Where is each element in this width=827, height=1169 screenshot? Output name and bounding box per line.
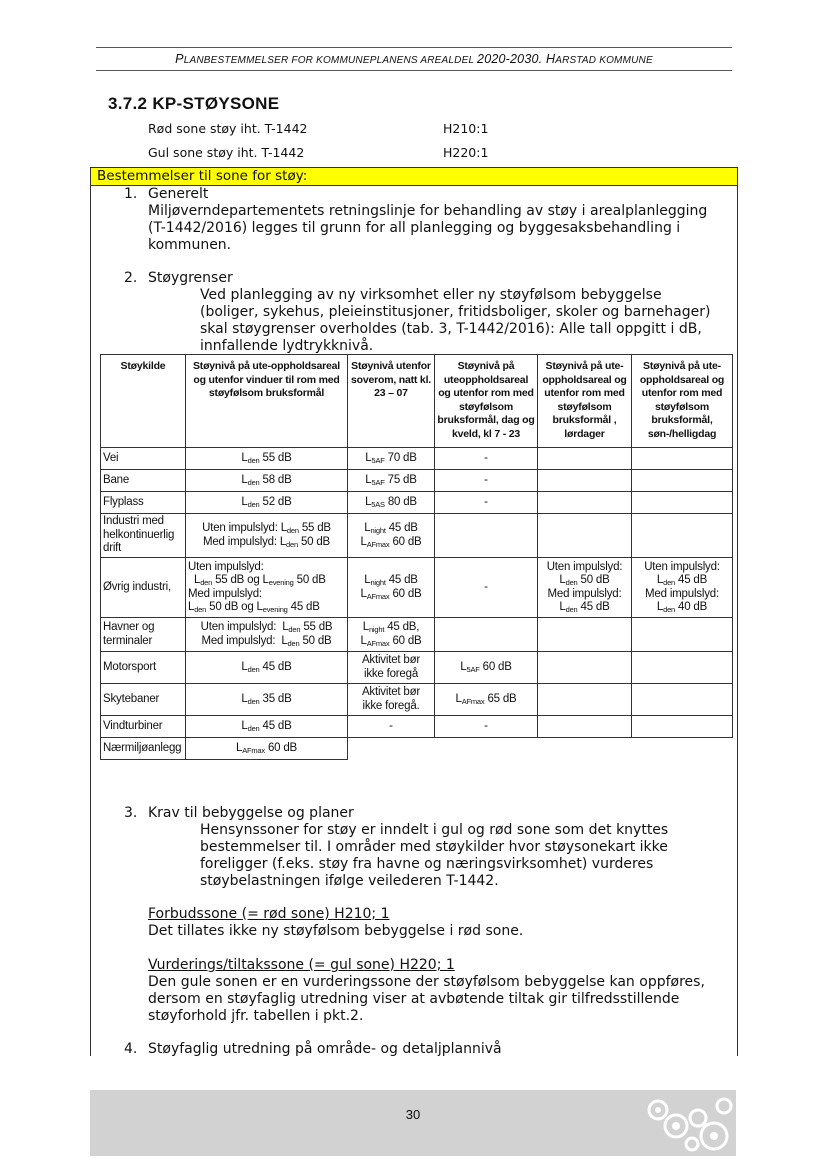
yellow-zone-heading: Vurderings/tiltakssone (= gul sone) H220; 1 [148, 957, 455, 973]
table-cell [538, 618, 632, 652]
table-cell: $L_{night}$ 45 dB $L_{AFmax}$ 60 dB [348, 558, 435, 618]
table-cell-source: Havner og terminaler [101, 618, 186, 652]
table-row [101, 618, 733, 652]
table-cell-source: Øvrig industri, [101, 558, 186, 618]
table-header-row [101, 355, 733, 448]
regulations-box-title: Bestemmelser til sone for støy: [97, 168, 308, 184]
table-cell: Aktivitet bør ikke foregå. [348, 684, 435, 716]
gear-logo-icon [636, 1090, 736, 1156]
table-cell: $L_{AFmax}$ 60 dB [186, 738, 348, 760]
document-header-title [96, 52, 732, 66]
red-zone-text: Det tillates ikke ny støyfølsom bebyggelse i rød sone. [148, 923, 524, 939]
table-cell: $L_{den}$ 35 dB [186, 684, 348, 716]
table-cell: $L_{den}$ 52 dB [186, 492, 348, 514]
table-cell: $L_{5AF}$ 60 dB [435, 652, 538, 684]
table-cell [632, 514, 733, 558]
table-cell [632, 716, 733, 738]
table-cell: - [435, 558, 538, 618]
table-cell: $L_{AFmax}$ 65 dB [435, 684, 538, 716]
item-1-number: 1. [124, 186, 138, 202]
table-cell: $L_{night}$ 45 dB $L_{AFmax}$ 60 dB [348, 514, 435, 558]
header-top-rule [96, 47, 732, 48]
table-cell [632, 684, 733, 716]
table-cell [538, 514, 632, 558]
table-row [101, 738, 733, 760]
table-row [101, 514, 733, 558]
header-bottom-rule [96, 70, 732, 71]
table-cell: Uten impulslyd: $L_{den}$ 50 dB Med impulslyd: $L_{den}$ 45 dB [538, 558, 632, 618]
table-cell-empty [348, 738, 733, 760]
item-4-number: 4. [124, 1041, 138, 1057]
table-row [101, 492, 733, 514]
table-row [101, 558, 733, 618]
table-header-cell: Støynivå på uteoppholdsareal og utenfor rom med støyfølsom bruksformål, dag og kveld, kl 7 - 23 [435, 355, 538, 448]
table-cell-source: Vindturbiner [101, 716, 186, 738]
table-cell: $L_{5AF}$ 75 dB [348, 470, 435, 492]
item-2-text: Ved planlegging av ny virksomhet eller ny støyfølsom bebyggelse (boliger, sykehus, pleieinstitusjoner, fritidsboliger, skoler og barnehager) skal støygrenser overholdes (tab. 3, T-1442/2016): Alle tall oppgitt i dB, innfallende lydtrykknivå. [200, 287, 711, 354]
item-4-title: Støyfaglig utredning på område- og detaljplannivå [148, 1041, 502, 1057]
table-cell-source: Motorsport [101, 652, 186, 684]
table-row [101, 716, 733, 738]
header-title-part: LANBESTEMMELSER FOR KOMMUNEPLANENS AREALDEL [183, 55, 478, 66]
zone-red-code: H210:1 [443, 121, 489, 136]
section-title: KP-STØYSONE [152, 94, 280, 113]
table-cell [632, 618, 733, 652]
table-cell [538, 652, 632, 684]
table-header-cell: Støynivå på ute-oppholdsareal og utenfor vinduer til rom med støyfølsom bruksformål [186, 355, 348, 448]
zone-yellow-label: Gul sone støy iht. T-1442 [148, 145, 305, 160]
table-cell: - [348, 716, 435, 738]
table-cell [632, 492, 733, 514]
table-row [101, 684, 733, 716]
zone-yellow-code: H220:1 [443, 145, 489, 160]
table-cell [632, 470, 733, 492]
item-3-text: Hensynssoner for støy er inndelt i gul og rød sone som det knyttes bestemmelser til. I områder med støykilder hvor støysonekart ikke foreligger (f.eks. støy fra havne og næringsvirksomhet) vurderes støybelastningen ifølge veilederen T-1442. [200, 822, 669, 889]
table-cell [435, 618, 538, 652]
table-cell [435, 514, 538, 558]
table-cell-source: Nærmiljøanlegg [101, 738, 186, 760]
table-cell-source: Flyplass [101, 492, 186, 514]
table-cell: $L_{5AF}$ 70 dB [348, 448, 435, 470]
table-header-cell: Støykilde [101, 355, 186, 448]
header-title-part: P [175, 52, 184, 66]
table-cell: Uten impulslyd: $L_{den}$ 55 dB Med impulslyd: $L_{den}$ 50 dB [186, 618, 348, 652]
section-heading [108, 94, 279, 114]
table-cell: - [435, 470, 538, 492]
page-number: 30 [405, 1107, 421, 1122]
item-1-text: Miljøverndepartementets retningslinje for behandling av støy i arealplanlegging (T-1442/2016) legges til grunn for all planlegging og byggesaksbehandling i kommunen. [148, 203, 708, 253]
table-cell: $L_{den}$ 55 dB [186, 448, 348, 470]
table-cell-source: Vei [101, 448, 186, 470]
yellow-zone-text: Den gule sonen er en vurderingssone der støyfølsom bebyggelse kan oppføres, dersom en støyfaglig utredning viser at avbøtende tiltak gir tilfredsstillende støyforhold jfr. tabellen i pkt.2. [148, 974, 705, 1024]
table-cell: - [435, 448, 538, 470]
table-cell: Uten impulslyd: $L_{den}$ 55 dB Med impulslyd: $L_{den}$ 50 dB [186, 514, 348, 558]
table-cell-source: Skytebaner [101, 684, 186, 716]
table-cell [538, 492, 632, 514]
item-1-title: Generelt [148, 186, 209, 202]
table-cell: $L_{den}$ 58 dB [186, 470, 348, 492]
table-header-cell: Støynivå utenfor soverom, natt kl. 23 – 07 [348, 355, 435, 448]
table-cell-source: Industri med helkontinuerlig drift [101, 514, 186, 558]
table-cell: - [435, 716, 538, 738]
table-cell: Uten impulslyd: $L_{den}$ 45 dB Med impulslyd: $L_{den}$ 40 dB [632, 558, 733, 618]
noise-limits-table [100, 354, 733, 760]
table-cell [538, 448, 632, 470]
table-cell: $L_{5AS}$ 80 dB [348, 492, 435, 514]
header-title-part: ARSTAD KOMMUNE [555, 55, 653, 66]
section-number: 3.7.2 [108, 94, 148, 113]
item-3-number: 3. [124, 805, 138, 821]
table-row [101, 470, 733, 492]
table-cell [538, 684, 632, 716]
table-cell [632, 448, 733, 470]
table-row [101, 448, 733, 470]
table-cell [632, 652, 733, 684]
table-cell [538, 470, 632, 492]
red-zone-heading: Forbudssone (= rød sone) H210; 1 [148, 906, 390, 922]
table-cell [538, 716, 632, 738]
table-cell: $L_{night}$ 45 dB, $L_{AFmax}$ 60 dB [348, 618, 435, 652]
table-cell: $L_{den}$ 45 dB [186, 652, 348, 684]
item-2-number: 2. [124, 270, 138, 286]
item-3-title: Krav til bebyggelse og planer [148, 805, 354, 821]
header-title-part: 2020-2030. H [477, 52, 556, 66]
table-cell: Aktivitet bør ikke foregå [348, 652, 435, 684]
zone-red-label: Rød sone støy iht. T-1442 [148, 121, 308, 136]
table-cell: Uten impulslyd: $L_{den}$ 55 dB og $L_{evening}$ 50 dB Med impulslyd: $L_{den}$ 50 dB og $L_{evening}$ 45 dB [186, 558, 348, 618]
table-header-cell: Støynivå på ute-oppholdsareal og utenfor rom med støyfølsom bruksformål, søn-/helligdag [632, 355, 733, 448]
table-cell: - [435, 492, 538, 514]
table-cell-source: Bane [101, 470, 186, 492]
table-cell: $L_{den}$ 45 dB [186, 716, 348, 738]
table-row [101, 652, 733, 684]
table-header-cell: Støynivå på ute-oppholdsareal og utenfor rom med støyfølsom bruksformål , lørdager [538, 355, 632, 448]
item-2-title: Støygrenser [148, 270, 233, 286]
